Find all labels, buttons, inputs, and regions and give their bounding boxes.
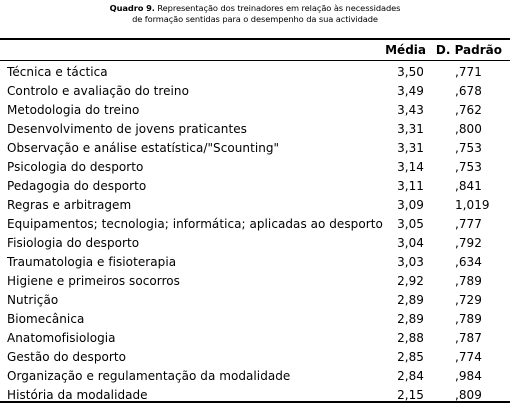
table-top-rule <box>0 38 510 40</box>
table-row <box>0 367 510 386</box>
row-label: Equipamentos; tecnologia; informática; aplicadas ao desporto <box>7 217 383 231</box>
row-mean: 2,15 <box>397 388 424 402</box>
row-label: Biomecânica <box>7 312 85 326</box>
row-std-dev: ,800 <box>455 122 482 136</box>
table-header-row <box>0 41 510 59</box>
row-mean: 3,50 <box>397 65 424 79</box>
table-body <box>0 63 510 405</box>
row-label: Metodologia do treino <box>7 103 140 117</box>
row-std-dev: ,789 <box>455 274 482 288</box>
row-label: Pedagogia do desporto <box>7 179 147 193</box>
row-label: Traumatologia e fisioterapia <box>7 255 177 269</box>
row-label: Gestão do desporto <box>7 350 127 364</box>
row-mean: 3,09 <box>397 198 424 212</box>
table-row <box>0 139 510 158</box>
row-label: Higiene e primeiros socorros <box>7 274 180 288</box>
row-std-dev: ,729 <box>455 293 482 307</box>
caption-label: Quadro 9. <box>109 3 155 13</box>
table-row <box>0 253 510 272</box>
row-std-dev: ,762 <box>455 103 482 117</box>
row-mean: 2,89 <box>397 293 424 307</box>
table-bottom-rule <box>0 401 510 403</box>
table-row <box>0 101 510 120</box>
table-row <box>0 196 510 215</box>
row-std-dev: ,792 <box>455 236 482 250</box>
row-std-dev: ,771 <box>455 65 482 79</box>
row-std-dev: ,984 <box>455 369 482 383</box>
row-label: Organização e regulamentação da modalidade <box>7 369 291 383</box>
row-std-dev: ,753 <box>455 160 482 174</box>
row-label: Observação e análise estatística/"Scounting" <box>7 141 280 155</box>
table-row <box>0 82 510 101</box>
row-label: Nutrição <box>7 293 59 307</box>
table-row <box>0 158 510 177</box>
row-label: História da modalidade <box>7 388 148 402</box>
row-mean: 3,14 <box>397 160 424 174</box>
row-std-dev: ,809 <box>455 388 482 402</box>
caption-line-1 <box>0 3 510 14</box>
table-row <box>0 329 510 348</box>
row-label: Anatomofisiologia <box>7 331 116 345</box>
row-std-dev: ,777 <box>455 217 482 231</box>
table-row <box>0 63 510 82</box>
row-mean: 3,05 <box>397 217 424 231</box>
row-label: Fisiologia do desporto <box>7 236 140 250</box>
row-std-dev: ,789 <box>455 312 482 326</box>
caption-text-1: Representação dos treinadores em relação às necessidades <box>157 3 401 13</box>
row-std-dev: ,678 <box>455 84 482 98</box>
row-std-dev: ,634 <box>455 255 482 269</box>
row-std-dev: ,774 <box>455 350 482 364</box>
row-mean: 3,11 <box>397 179 424 193</box>
table-row <box>0 215 510 234</box>
row-std-dev: 1,019 <box>455 198 490 212</box>
table-row <box>0 310 510 329</box>
row-mean: 2,88 <box>397 331 424 345</box>
row-mean: 3,03 <box>397 255 424 269</box>
table-caption <box>0 3 510 25</box>
row-mean: 2,92 <box>397 274 424 288</box>
row-label: Controlo e avaliação do treino <box>7 84 189 98</box>
row-std-dev: ,787 <box>455 331 482 345</box>
table-row <box>0 120 510 139</box>
caption-text-2: de formação sentidas para o desempenho da sua actividade <box>132 14 378 24</box>
table-row <box>0 348 510 367</box>
table-row <box>0 177 510 196</box>
row-mean: 2,84 <box>397 369 424 383</box>
table-row <box>0 234 510 253</box>
table-row <box>0 272 510 291</box>
row-mean: 3,04 <box>397 236 424 250</box>
row-mean: 3,49 <box>397 84 424 98</box>
row-label: Desenvolvimento de jovens praticantes <box>7 122 247 136</box>
row-mean: 2,89 <box>397 312 424 326</box>
header-std-dev: D. Padrão <box>435 43 502 57</box>
row-mean: 3,43 <box>397 103 424 117</box>
row-label: Regras e arbitragem <box>7 198 132 212</box>
row-mean: 2,85 <box>397 350 424 364</box>
row-label: Psicologia do desporto <box>7 160 144 174</box>
row-mean: 3,31 <box>397 122 424 136</box>
row-std-dev: ,753 <box>455 141 482 155</box>
table-header-rule <box>0 60 510 61</box>
row-mean: 3,31 <box>397 141 424 155</box>
table-row <box>0 291 510 310</box>
header-mean: Média <box>385 43 426 57</box>
row-label: Técnica e táctica <box>7 65 108 79</box>
row-std-dev: ,841 <box>455 179 482 193</box>
